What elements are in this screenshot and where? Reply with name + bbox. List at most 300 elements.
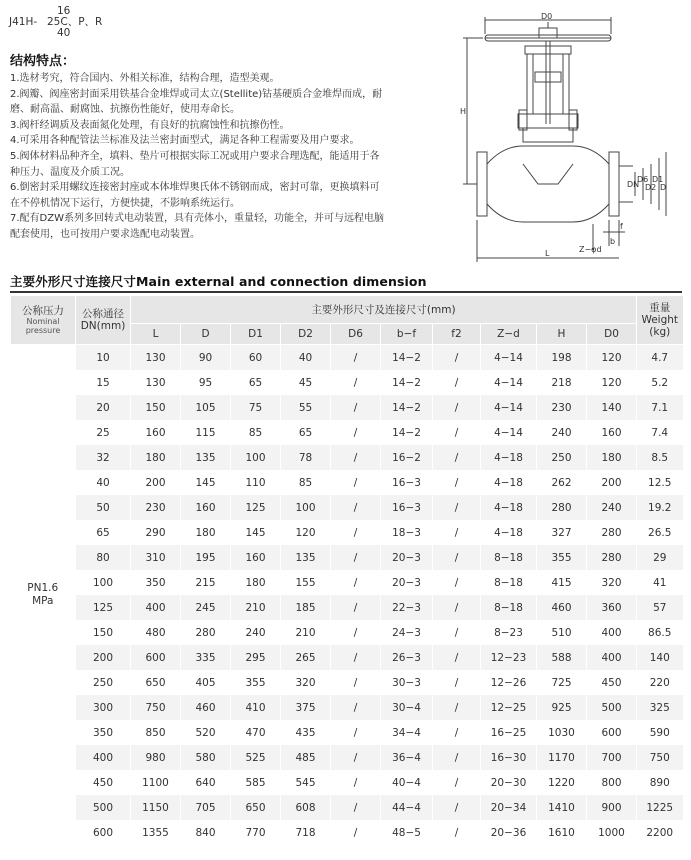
table-row [11, 570, 683, 595]
dimension-cell: 280 [537, 495, 587, 520]
dimension-cell: 250 [537, 445, 587, 470]
dn-cell: 350 [76, 720, 131, 745]
dimension-cell: 14−2 [381, 420, 433, 445]
dimension-cell: / [433, 620, 481, 645]
dimension-cell: 48−5 [381, 820, 433, 845]
dimension-cell: 16−2 [381, 445, 433, 470]
dn-cell: 250 [76, 670, 131, 695]
table-row [11, 695, 683, 720]
dimension-cell: 22−3 [381, 595, 433, 620]
dimension-cell: 36−4 [381, 745, 433, 770]
dimension-cell: 14−2 [381, 370, 433, 395]
dimension-cell: / [331, 770, 381, 795]
dn-cell: 400 [76, 745, 131, 770]
dimension-cell: / [433, 495, 481, 520]
dn-cell: 450 [76, 770, 131, 795]
dimension-cell: 210 [281, 620, 331, 645]
dimension-cell: 210 [231, 595, 281, 620]
feature-line: 5.阀体材料品种齐全，填料、垫片可根据实际工况或用户要求合理选配，能适用于各 [10, 150, 380, 162]
dimension-cell: / [331, 720, 381, 745]
weight-cell: 41 [637, 570, 683, 595]
dimension-cell: 105 [181, 395, 231, 420]
dimension-cell: 580 [181, 745, 231, 770]
dimension-cell: 770 [231, 820, 281, 845]
dimension-cell: 510 [537, 620, 587, 645]
dimension-cell: 160 [131, 420, 181, 445]
header-col-d: D [181, 324, 231, 345]
dimension-cell: 415 [537, 570, 587, 595]
table-row [11, 445, 683, 470]
header-wt-cn: 重量 [649, 302, 671, 314]
dimension-cell: 480 [131, 620, 181, 645]
dimension-cell: 16−30 [481, 745, 537, 770]
dimension-cell: 705 [181, 795, 231, 820]
dimension-cell: 400 [587, 645, 637, 670]
feature-line: 1.选材考究，符合国内、外相关标准，结构合理，造型美观。 [10, 73, 280, 84]
dimension-cell: 4−14 [481, 370, 537, 395]
dimension-cell: 8−18 [481, 570, 537, 595]
weight-cell: 2200 [637, 820, 683, 845]
dimension-cell: 320 [587, 570, 637, 595]
dimension-cell: 26−3 [381, 645, 433, 670]
dimension-cell: / [331, 745, 381, 770]
feature-line: 配套使用，也可按用户要求选配电动装置。 [10, 228, 200, 240]
dimension-cell: 40−4 [381, 770, 433, 795]
dn-cell: 125 [76, 595, 131, 620]
dimension-cell: 20−30 [481, 770, 537, 795]
dimension-cell: 980 [131, 745, 181, 770]
dn-cell: 600 [76, 820, 131, 845]
dimension-cell: 608 [281, 795, 331, 820]
dimension-cell: 265 [281, 645, 331, 670]
dimension-cell: 18−3 [381, 520, 433, 545]
weight-cell: 7.1 [637, 395, 683, 420]
dimension-cell: 375 [281, 695, 331, 720]
dn-cell: 200 [76, 645, 131, 670]
model-pressure-40: 40 [57, 27, 71, 39]
weight-cell: 19.2 [637, 495, 683, 520]
dimension-cell: 290 [131, 520, 181, 545]
table-row [11, 595, 683, 620]
dimension-cell: 600 [587, 720, 637, 745]
dimension-cell: 650 [131, 670, 181, 695]
dimension-cell: / [433, 795, 481, 820]
label-zd: Z−φd [579, 245, 602, 254]
dimension-cell: / [433, 570, 481, 595]
dimension-cell: 20−3 [381, 545, 433, 570]
dimension-cell: 125 [231, 495, 281, 520]
dimension-cell: 185 [281, 595, 331, 620]
dimension-cell: 85 [231, 420, 281, 445]
dimension-cell: / [331, 470, 381, 495]
label-d1: D1 [652, 175, 664, 184]
dimension-cell: 240 [537, 420, 587, 445]
dimension-table [10, 296, 683, 845]
dimension-cell: 180 [181, 520, 231, 545]
dn-cell: 15 [76, 370, 131, 395]
label-l: L [545, 249, 550, 258]
header-pn-en1: Nominal [26, 317, 60, 326]
header-col-h: H [537, 324, 587, 345]
dimension-cell: 55 [281, 395, 331, 420]
dn-cell: 32 [76, 445, 131, 470]
model-pressure-16: 16 [57, 5, 71, 17]
dimension-cell: 65 [281, 420, 331, 445]
header-col-bf: b−f [381, 324, 433, 345]
dimension-cell: 800 [587, 770, 637, 795]
weight-cell: 590 [637, 720, 683, 745]
dimension-cell: 12−23 [481, 645, 537, 670]
dimension-cell: 195 [181, 545, 231, 570]
features-title: 结构特点： [10, 54, 76, 69]
dimension-cell: / [331, 520, 381, 545]
dimension-cell: 8−18 [481, 545, 537, 570]
dimension-cell: / [331, 420, 381, 445]
feature-line: 2.阀瓣、阀座密封面采用铁基合金堆焊或司太立(Stellite)钴基硬质合金堆焊而成，耐 [10, 88, 383, 100]
dimension-cell: 218 [537, 370, 587, 395]
weight-cell: 8.5 [637, 445, 683, 470]
dimension-cell: / [331, 395, 381, 420]
dimension-cell: 725 [537, 670, 587, 695]
weight-cell: 1225 [637, 795, 683, 820]
dimension-cell: 460 [181, 695, 231, 720]
header-col-d6: D6 [331, 324, 381, 345]
dimension-cell: 20−36 [481, 820, 537, 845]
yoke-top [525, 46, 571, 54]
dimension-cell: / [433, 720, 481, 745]
dimension-cell: 500 [587, 695, 637, 720]
dimension-cell: 215 [181, 570, 231, 595]
dimension-cell: 470 [231, 720, 281, 745]
dimension-cell: 135 [181, 445, 231, 470]
header-col-zd: Z−d [481, 324, 537, 345]
dimension-cell: 155 [281, 570, 331, 595]
dimension-cell: 718 [281, 820, 331, 845]
label-d: D [660, 183, 667, 192]
dimension-cell: / [433, 645, 481, 670]
yoke-right [563, 54, 569, 114]
weight-cell: 140 [637, 645, 683, 670]
dimension-cell: 34−4 [381, 720, 433, 745]
weight-cell: 29 [637, 545, 683, 570]
feature-line: 磨、耐高温、耐腐蚀、抗擦伤性能好，使用寿命长。 [10, 104, 240, 116]
dimension-cell: 320 [281, 670, 331, 695]
dimension-cell: 12−26 [481, 670, 537, 695]
dimension-cell: 135 [281, 545, 331, 570]
weight-cell: 220 [637, 670, 683, 695]
dimension-cell: 1170 [537, 745, 587, 770]
dimension-cell: 900 [587, 795, 637, 820]
dimension-cell: / [433, 745, 481, 770]
dimension-cell: / [331, 695, 381, 720]
dimension-cell: / [433, 395, 481, 420]
dn-cell: 500 [76, 795, 131, 820]
label-f: f [620, 222, 623, 231]
dimension-cell: 400 [131, 595, 181, 620]
dimension-cell: 95 [181, 370, 231, 395]
dimension-cell: 240 [587, 495, 637, 520]
dimension-cell: / [433, 470, 481, 495]
dimension-cell: 335 [181, 645, 231, 670]
dimension-cell: 925 [537, 695, 587, 720]
dimension-cell: / [331, 670, 381, 695]
dimension-cell: 600 [131, 645, 181, 670]
header-pn-cn: 公称压力 [22, 305, 64, 317]
dn-cell: 80 [76, 545, 131, 570]
header-weight [637, 296, 683, 345]
feature-line: 6.倒密封采用螺纹连接密封座或本体堆焊奥氏体不锈钢而成，密封可靠，更换填料可 [10, 182, 380, 194]
dimension-cell: 280 [181, 620, 231, 645]
table-row [11, 820, 683, 845]
header-dn-en: DN(mm) [80, 320, 126, 332]
left-flange [477, 152, 487, 216]
dimension-cell: / [331, 370, 381, 395]
dimension-cell: 4−14 [481, 420, 537, 445]
dimension-cell: 262 [537, 470, 587, 495]
right-flange [609, 152, 619, 216]
dimension-cell: 240 [231, 620, 281, 645]
dimension-cell: 120 [587, 345, 637, 371]
dimension-cell: / [433, 770, 481, 795]
dimension-cell: 45 [281, 370, 331, 395]
table-row [11, 795, 683, 820]
table-row [11, 470, 683, 495]
dimension-cell: 160 [181, 495, 231, 520]
dimension-cell: / [433, 670, 481, 695]
dimension-cell: 640 [181, 770, 231, 795]
dn-cell: 25 [76, 420, 131, 445]
dimension-cell: 4−18 [481, 495, 537, 520]
dimension-cell: 180 [231, 570, 281, 595]
header-nominal-pressure [11, 296, 76, 345]
dimension-cell: 14−2 [381, 345, 433, 371]
table-row [11, 770, 683, 795]
dimension-cell: 4−18 [481, 470, 537, 495]
weight-cell: 750 [637, 745, 683, 770]
dn-cell: 100 [76, 570, 131, 595]
table-row [11, 670, 683, 695]
dimension-cell: 24−3 [381, 620, 433, 645]
model-pressure-25: 25C、P、R [47, 16, 103, 28]
dimension-cell: 4−14 [481, 395, 537, 420]
dimension-cell: 750 [131, 695, 181, 720]
title-rule [10, 291, 682, 293]
weight-cell: 325 [637, 695, 683, 720]
dimension-cell: / [331, 495, 381, 520]
dimension-cell: 355 [537, 545, 587, 570]
weight-cell: 86.5 [637, 620, 683, 645]
feature-line: 在不停机情况下运行，方便快捷，不影响系统运行。 [10, 197, 240, 209]
label-d2: D2 [645, 183, 657, 192]
dimension-cell: 460 [537, 595, 587, 620]
table-row [11, 620, 683, 645]
dimension-cell: 245 [181, 595, 231, 620]
dimension-cell: 280 [587, 545, 637, 570]
dn-cell: 300 [76, 695, 131, 720]
dimension-cell: 850 [131, 720, 181, 745]
dimension-cell: 30−3 [381, 670, 433, 695]
dimension-cell: 700 [587, 745, 637, 770]
dimension-cell: 40 [281, 345, 331, 371]
weight-cell: 7.4 [637, 420, 683, 445]
dimension-cell: 16−25 [481, 720, 537, 745]
header-col-d2: D2 [281, 324, 331, 345]
dimension-cell: / [433, 370, 481, 395]
dimension-cell: 8−18 [481, 595, 537, 620]
dimension-cell: 180 [587, 445, 637, 470]
valve-drawing [460, 12, 668, 264]
dimension-cell: 85 [281, 470, 331, 495]
dimension-cell: 295 [231, 645, 281, 670]
dimension-cell: 4−14 [481, 345, 537, 371]
dimension-cell: / [433, 545, 481, 570]
dimension-cell: 840 [181, 820, 231, 845]
dimension-cell: 327 [537, 520, 587, 545]
dimension-cell: 585 [231, 770, 281, 795]
weight-cell: 5.2 [637, 370, 683, 395]
dimension-cell: 1000 [587, 820, 637, 845]
table-row [11, 745, 683, 770]
dimension-cell: / [331, 820, 381, 845]
dimension-cell: 360 [587, 595, 637, 620]
dn-cell: 65 [76, 520, 131, 545]
dimension-cell: 1220 [537, 770, 587, 795]
feature-line: 4.可采用各种配管法兰标准及法兰密封面型式，满足各种工程需要及用户要求。 [10, 135, 360, 147]
dimension-cell: 200 [131, 470, 181, 495]
pressure-unit: MPa [32, 595, 54, 607]
dimension-cell: 30−4 [381, 695, 433, 720]
dimension-cell: 545 [281, 770, 331, 795]
header-wt-en2: (kg) [649, 326, 671, 338]
dimension-cell: 435 [281, 720, 331, 745]
weight-cell: 26.5 [637, 520, 683, 545]
dimension-cell: 12−25 [481, 695, 537, 720]
dimension-cell: 1355 [131, 820, 181, 845]
label-dn: DN [627, 180, 640, 189]
dimension-cell: 410 [231, 695, 281, 720]
dimension-cell: / [433, 345, 481, 371]
dimension-cell: 100 [231, 445, 281, 470]
weight-cell: 4.7 [637, 345, 683, 371]
dimension-cell: / [331, 620, 381, 645]
dimension-cell: 16−3 [381, 495, 433, 520]
weight-cell: 890 [637, 770, 683, 795]
dimension-cell: 230 [537, 395, 587, 420]
dimension-cell: 160 [587, 420, 637, 445]
dimension-cell: 450 [587, 670, 637, 695]
dimension-cell: 115 [181, 420, 231, 445]
dimension-cell: 20−34 [481, 795, 537, 820]
label-b: b [610, 237, 616, 246]
header-nominal-diameter [76, 296, 131, 345]
dimension-cell: 310 [131, 545, 181, 570]
dimension-cell: / [331, 545, 381, 570]
table-row [11, 345, 683, 371]
dimension-cell: 650 [231, 795, 281, 820]
dimension-cell: 355 [231, 670, 281, 695]
dimension-cell: 140 [587, 395, 637, 420]
dimension-cell: 8−23 [481, 620, 537, 645]
dimension-cell: 16−3 [381, 470, 433, 495]
dimension-cell: 280 [587, 520, 637, 545]
dimension-cell: 75 [231, 395, 281, 420]
dimension-cell: / [331, 595, 381, 620]
header-col-l: L [131, 324, 181, 345]
dimension-cell: 525 [231, 745, 281, 770]
dimension-cell: 180 [131, 445, 181, 470]
table-row [11, 370, 683, 395]
dimension-cell: 230 [131, 495, 181, 520]
dimension-cell: 100 [281, 495, 331, 520]
dimension-cell: 44−4 [381, 795, 433, 820]
dimension-cell: 60 [231, 345, 281, 371]
dimension-cell: / [331, 645, 381, 670]
header-wt-en1: Weight [641, 314, 679, 326]
table-row [11, 495, 683, 520]
dn-cell: 50 [76, 495, 131, 520]
dimension-cell: 130 [131, 370, 181, 395]
dimension-cell: 110 [231, 470, 281, 495]
table-row [11, 520, 683, 545]
header-col-d1: D1 [231, 324, 281, 345]
dn-cell: 10 [76, 345, 131, 371]
dimension-cell: / [433, 520, 481, 545]
dimension-cell: 120 [587, 370, 637, 395]
label-h: H [460, 107, 467, 116]
pressure-cell [11, 345, 76, 846]
dimension-cell: 160 [231, 545, 281, 570]
dimension-cell: 198 [537, 345, 587, 371]
dimension-cell: 1410 [537, 795, 587, 820]
table-row [11, 645, 683, 670]
table-title: 主要外形尺寸连接尺寸Main external and connection dimension [10, 274, 427, 289]
dimension-cell: 350 [131, 570, 181, 595]
label-d6: D6 [637, 175, 649, 184]
dimension-cell: 14−2 [381, 395, 433, 420]
dimension-cell: / [433, 820, 481, 845]
table-row [11, 720, 683, 745]
label-d0: D0 [541, 12, 553, 21]
dimension-cell: 1150 [131, 795, 181, 820]
handwheel-nut [539, 28, 557, 38]
dimension-cell: 120 [281, 520, 331, 545]
pressure-value: PN1.6 [27, 582, 59, 594]
dimension-cell: 1030 [537, 720, 587, 745]
dimension-cell: 130 [131, 345, 181, 371]
dimension-cell: 1610 [537, 820, 587, 845]
dimension-cell: / [433, 445, 481, 470]
table-body [11, 345, 683, 846]
dimension-cell: 1100 [131, 770, 181, 795]
dimension-cell: 78 [281, 445, 331, 470]
weight-cell: 57 [637, 595, 683, 620]
yoke-left [527, 54, 533, 114]
dimension-cell: / [331, 570, 381, 595]
dimension-cell: 150 [131, 395, 181, 420]
dimension-cell: 588 [537, 645, 587, 670]
table-row [11, 545, 683, 570]
dimension-cell: 20−3 [381, 570, 433, 595]
header-col-d0: D0 [587, 324, 637, 345]
dimension-cell: 200 [587, 470, 637, 495]
dimension-cell: / [331, 445, 381, 470]
feature-line: 种压力、温度及介质工况。 [10, 166, 130, 178]
dimension-cell: 520 [181, 720, 231, 745]
dimension-cell: 400 [587, 620, 637, 645]
dimension-cell: 145 [181, 470, 231, 495]
dn-cell: 20 [76, 395, 131, 420]
dimension-cell: / [331, 345, 381, 371]
